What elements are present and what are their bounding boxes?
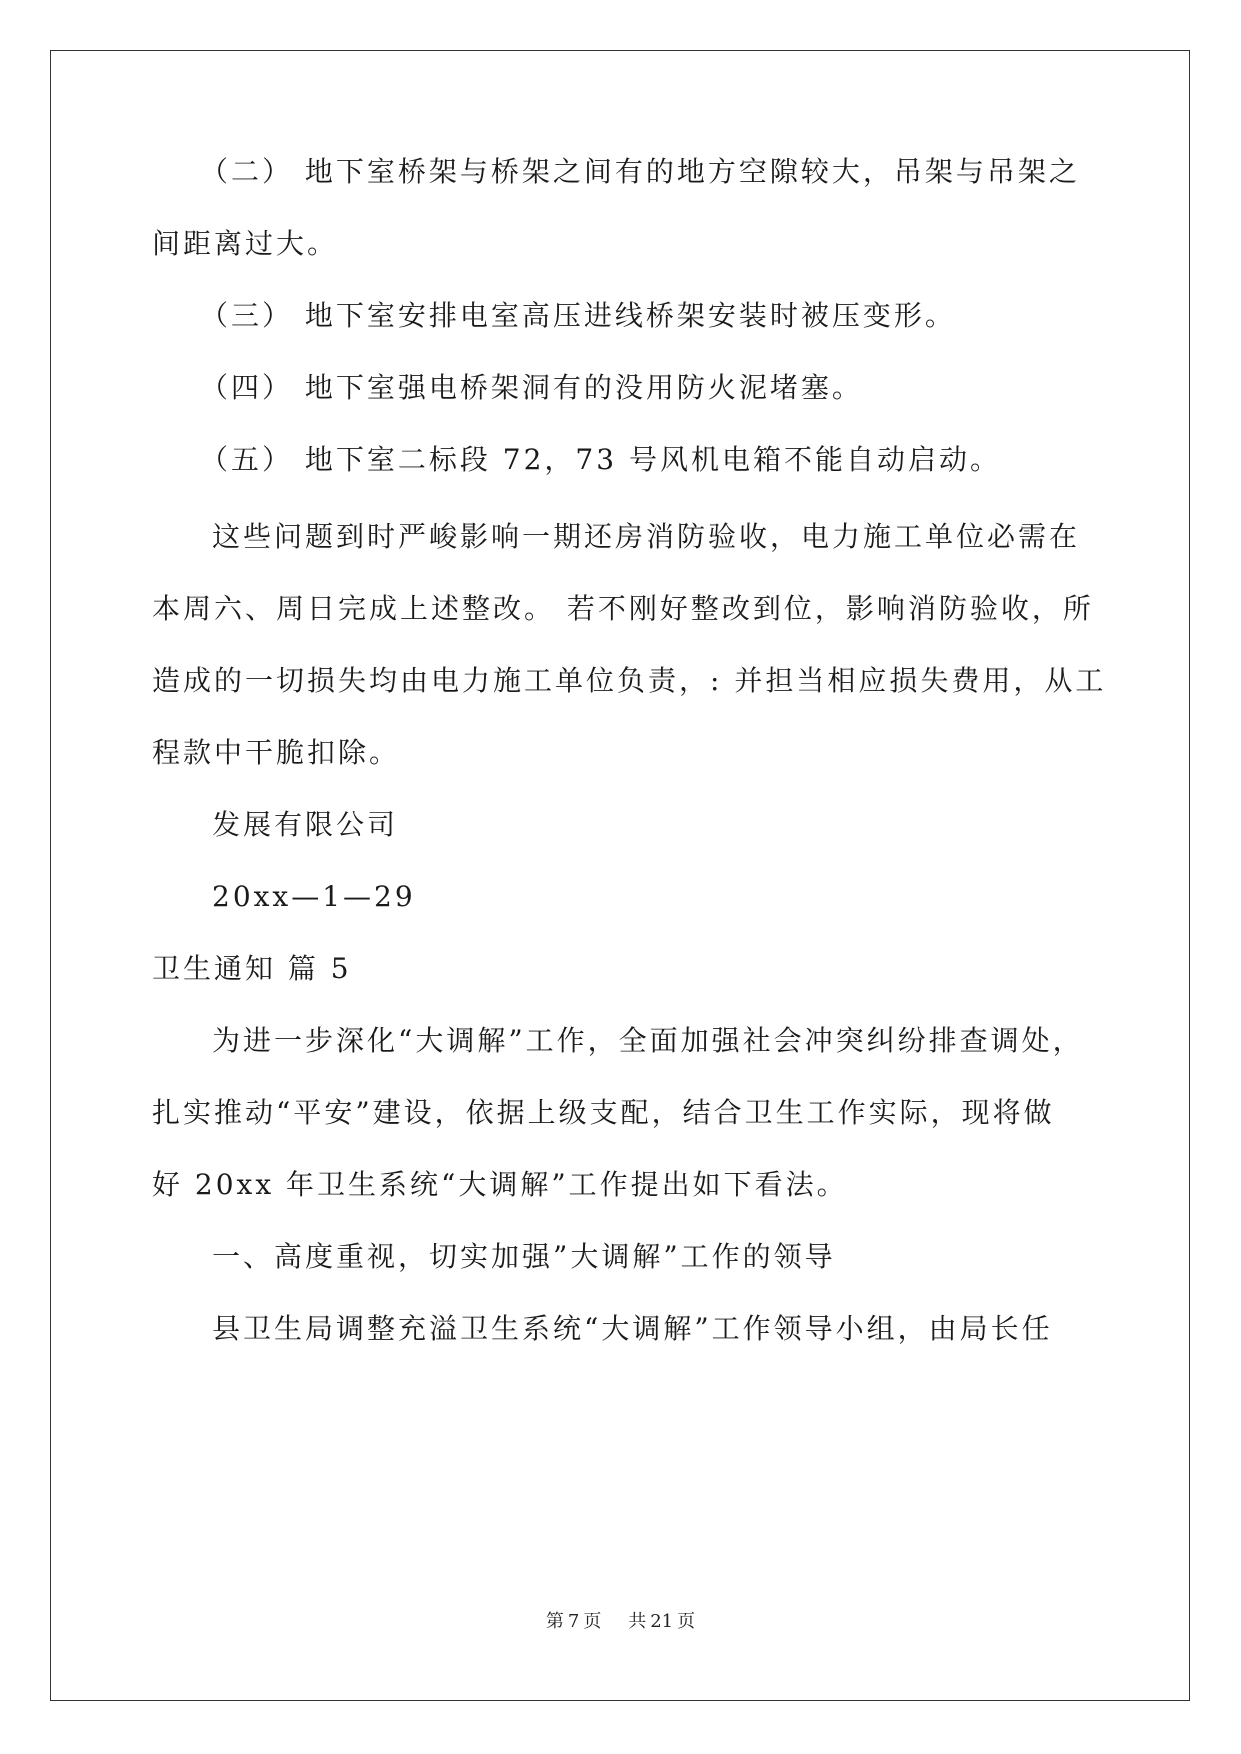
total-pages: 21: [650, 1611, 674, 1632]
total-prefix: 共: [628, 1611, 647, 1632]
paragraph-line-11: 扎实推动“平安”建设，依据上级支配，结合卫生工作实际，现将做: [152, 1096, 1055, 1129]
paragraph-line-12: 好 20xx 年卫生系统“大调解”工作提出如下看法。: [152, 1168, 848, 1201]
paragraph-line-13: 县卫生局调整充溢卫生系统“大调解”工作领导小组，由局长任: [212, 1312, 1053, 1345]
page-label-prefix: 第: [545, 1611, 564, 1632]
page-footer: [0, 1610, 1241, 1634]
page-label-suffix: 页: [583, 1611, 602, 1632]
paragraph-line-1: （二） 地下室桥架与桥架之间有的地方空隙较大，吊架与吊架之: [200, 155, 1080, 188]
subsection-heading: 一、高度重视，切实加强”大调解”工作的领导: [212, 1240, 836, 1273]
paragraph-line-10: 为进一步深化“大调解”工作，全面加强社会冲突纠纷排查调处，: [212, 1024, 1084, 1057]
document-date: 20xx—1—29: [212, 880, 416, 913]
paragraph-line-5: （五） 地下室二标段 72，73 号风机电箱不能自动启动。: [200, 443, 1001, 476]
paragraph-line-4: （四） 地下室强电桥架洞有的没用防火泥堵塞。: [200, 371, 863, 404]
company-name: 发展有限公司: [212, 808, 399, 841]
page-number: 7: [567, 1611, 580, 1632]
paragraph-line-8: 造成的一切损失均由电力施工单位负责，: 并担当相应损失费用，从工: [152, 664, 1107, 697]
paragraph-line-6: 这些问题到时严峻影响一期还房消防验收，电力施工单位必需在: [212, 520, 1081, 553]
paragraph-line-7: 本周六、周日完成上述整改。 若不刚好整改到位，影响消防验收，所: [152, 592, 1094, 625]
paragraph-line-2: 间距离过大。: [152, 227, 339, 260]
paragraph-line-9: 程款中干脆扣除。: [152, 736, 401, 769]
paragraph-line-3: （三） 地下室安排电室高压进线桥架安装时被压变形。: [200, 299, 956, 332]
section-heading: 卫生通知 篇 5: [152, 952, 352, 985]
total-suffix: 页: [677, 1611, 696, 1632]
